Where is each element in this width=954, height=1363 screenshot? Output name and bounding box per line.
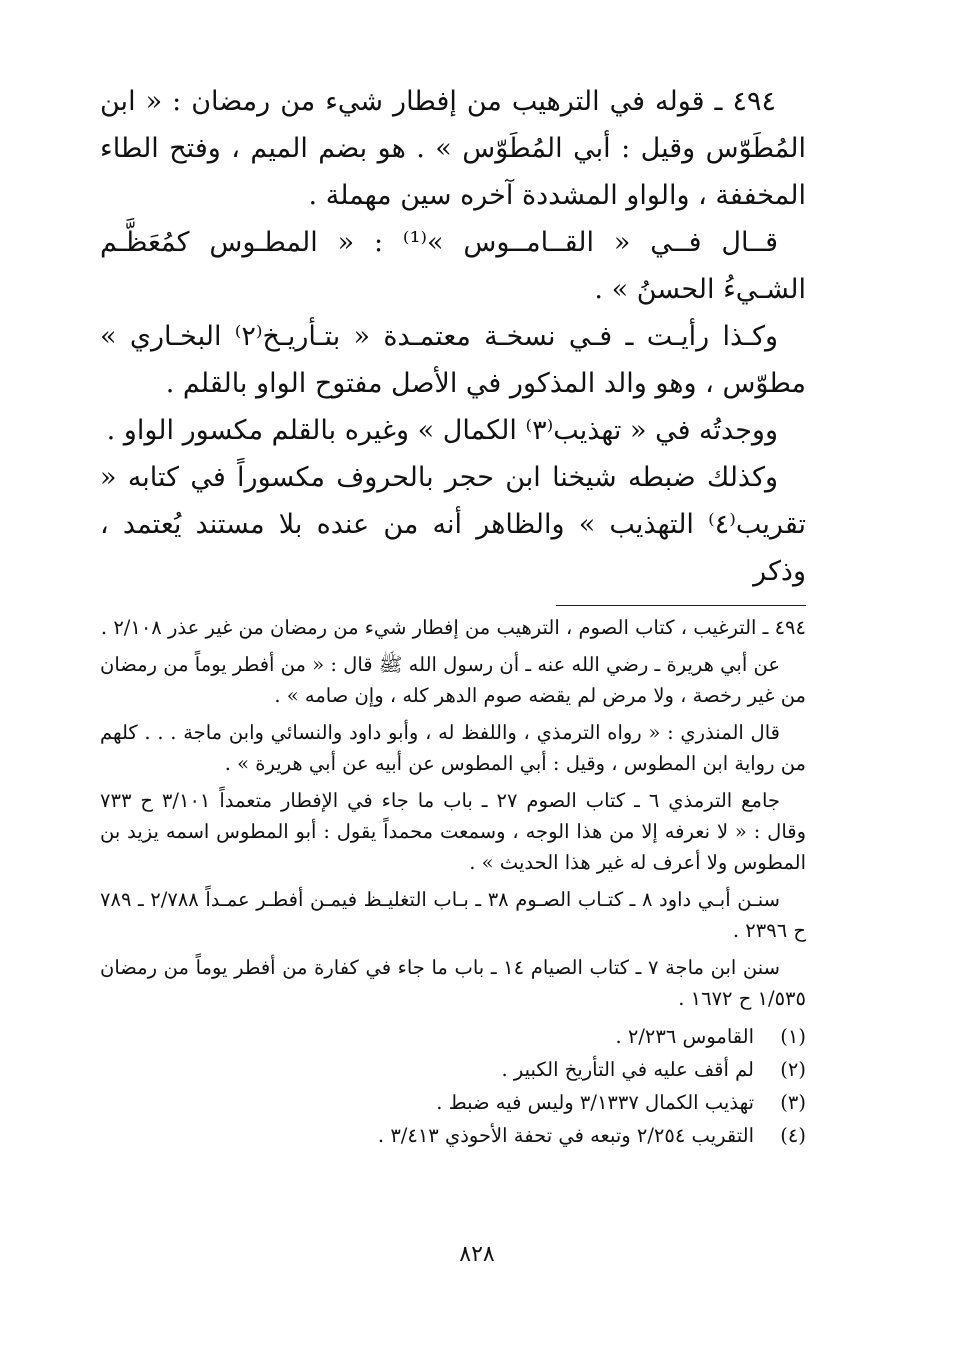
- note-text: التقريب ٢/٢٥٤ وتبعه في تحفة الأحوذي ٣/٤١٣ .: [377, 1124, 754, 1147]
- note-text: القاموس ٢/٢٣٦ .: [615, 1025, 754, 1048]
- paragraph-2: قــال فــي « القــامــوس »⁽¹⁾ : « المطـوس كمُعَظَّـم الشـيءُ الحسنُ » .: [100, 227, 806, 305]
- footnote-divider: [556, 605, 806, 606]
- note-number: (٤): [780, 1124, 806, 1147]
- note-number: (٢): [780, 1058, 806, 1081]
- footnote-source-ibnmajah: سنن ابن ماجة ٧ ـ كتاب الصيام ١٤ ـ باب ما جاء في كفارة من أفطر يوماً من رمضان ١/٥٣٥ ح ١٦٧٢ .: [100, 956, 806, 1010]
- note-3: [100, 1086, 806, 1119]
- note-text: تهذيب الكمال ٣/١٣٣٧ وليس فيه ضبط .: [436, 1091, 754, 1114]
- paragraph-3: وكـذا رأيـت ـ فـي نسخـة معتمـدة « بتـأريـخ⁽٢⁾ البخـاري » مطوّس ، وهو والد المذكور في الأصل مفتوح الواو بالقلم .: [100, 321, 806, 399]
- page-body: [100, 78, 806, 1152]
- footnotes-section: [100, 612, 806, 1152]
- main-text: [100, 78, 806, 595]
- footnote-source-heading: ٤٩٤ ـ الترغيب ، كتاب الصوم ، الترهيب من إفطار شيء من رمضان من غير عذر ٢/١٠٨ .: [100, 616, 806, 639]
- note-1: [100, 1020, 806, 1053]
- numbered-notes: [100, 1020, 806, 1152]
- paragraph-1: ٤٩٤ ـ قوله في الترهيب من إفطار شيء من رمضان : « ابن المُطَوّس وقيل : أبي المُطَوّس » . هو بضم الميم ، وفتح الطاء المخففة ، والواو المشددة آخره سين مهملة .: [100, 86, 806, 211]
- footnote-source-hadith: عن أبي هريرة ـ رضي الله عنه ـ أن رسول الله ﷺ قال : « من أفطر يوماً من رمضان من غير رخصة ، ولا مرض لم يقضه صوم الدهر كله ، وإن صامه » .: [100, 653, 806, 707]
- page-number: ٨٢٨: [459, 1242, 495, 1267]
- note-number: (١): [780, 1025, 806, 1048]
- footnote-source-tirmidhi: جامع الترمذي ٦ ـ كتاب الصوم ٢٧ ـ باب ما جاء في الإفطار متعمداً ٣/١٠١ ح ٧٣٣ وقال : « لا نعرفه إلا من هذا الوجه ، وسمعت محمداً يقول : أبو المطوس اسمه يزيد بن المطوس ولا أعرف له غير هذا الحديث » .: [100, 789, 806, 874]
- note-text: لم أقف عليه في التأريخ الكبير .: [501, 1058, 754, 1081]
- paragraph-5: وكذلك ضبطه شيخنا ابن حجر بالحروف مكسوراً في كتابه « تقريب⁽٤⁾ التهذيب » والظاهر أنه من عنده بلا مستند يُعتمد ، وذكر: [100, 462, 806, 587]
- paragraph-4: ووجدتُه في « تهذيب⁽٣⁾ الكمال » وغيره بالقلم مكسور الواو .: [106, 415, 778, 446]
- footnote-source-mundhiri: قال المنذري : « رواه الترمذي ، واللفظ له ، وأبو داود والنسائي وابن ماجة . . . كلهم من رواية ابن المطوس ، وقيل : أبي المطوس عن أبيه عن أبي هريرة » .: [100, 721, 806, 775]
- note-number: (٣): [780, 1091, 806, 1114]
- note-2: [100, 1053, 806, 1086]
- footnote-source-abudawud: سنـن أبـي داود ٨ ـ كتـاب الصـوم ٣٨ ـ بـاب التغليـظ فيمـن أفطـر عمـداً ٢/٧٨٨ ـ ٧٨٩ ح ٢٣٩٦ .: [100, 888, 806, 942]
- note-4: [100, 1119, 806, 1152]
